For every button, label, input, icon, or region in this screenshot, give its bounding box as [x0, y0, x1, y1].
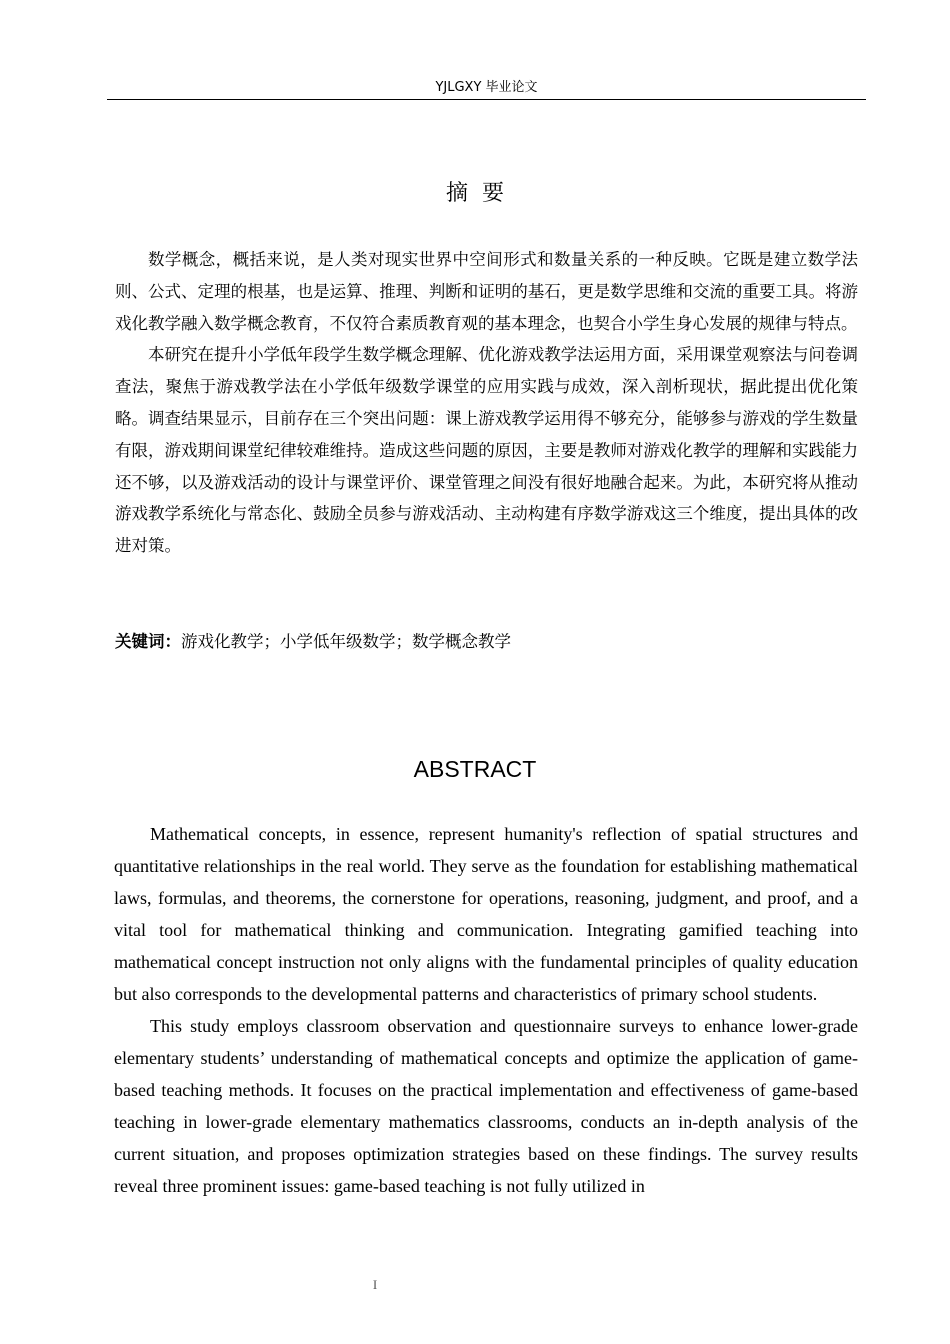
page-header — [107, 80, 866, 100]
chinese-abstract-title: 摘要 — [445, 181, 518, 206]
chinese-abstract-body — [115, 244, 858, 562]
keywords-label: 关键词： — [115, 632, 181, 651]
page-number: I — [372, 1277, 378, 1292]
english-paragraph-1: Mathematical concepts, in essence, represent humanity's reflection of spatial structures and quantitative relationships in the real world. They serve as the foundation for establishing mathematical laws, formulas, and theorems, the cornerstone for operations, reasoning, judgment, and proof, and a vital tool for mathematical thinking and communication. Integrating gamified teaching into mathematical concept instruction not only aligns with the fundamental principles of quality education but also corresponds to the developmental patterns and characteristics of primary school students. — [114, 824, 858, 1004]
english-abstract-title: ABSTRACT — [413, 756, 537, 782]
english-paragraph-2: This study employs classroom observation and questionnaire surveys to enhance lower-grade elementary students’ understanding of mathematical concepts and optimize the application of game-based teaching methods. It focuses on the practical implementation and effectiveness of game-based teaching in lower-grade elementary mathematics classrooms, conducts an in-depth analysis of the current situation, and proposes optimization strategies based on these findings. The survey results reveal three prominent issues: game-based teaching is not fully utilized in — [114, 1016, 858, 1196]
english-abstract-body — [114, 818, 858, 1202]
chinese-paragraph-1: 数学概念，概括来说，是人类对现实世界中空间形式和数量关系的一种反映。它既是建立数学法则、公式、定理的根基，也是运算、推理、判断和证明的基石，更是数学思维和交流的重要工具。将游戏化教学融入数学概念教育，不仅符合素质教育观的基本理念，也契合小学生身心发展的规律与特点。 — [115, 250, 858, 333]
keywords-text: 游戏化教学；小学低年级数学；数学概念教学 — [181, 632, 511, 651]
chinese-paragraph-2: 本研究在提升小学低年段学生数学概念理解、优化游戏教学法运用方面，采用课堂观察法与问卷调查法，聚焦于游戏教学法在小学低年级数学课堂的应用实践与成效，深入剖析现状，据此提出优化策略。调查结果显示，目前存在三个突出问题：课上游戏教学运用得不够充分，能够参与游戏的学生数量有限，游戏期间课堂纪律较难维持。造成这些问题的原因，主要是教师对游戏化教学的理解和实践能力还不够，以及游戏活动的设计与课堂评价、课堂管理之间没有很好地融合起来。为此，本研究将从推动游戏教学系统化与常态化、鼓励全员参与游戏活动、主动构建有序数学游戏这三个维度，提出具体的改进对策。 — [115, 345, 858, 556]
chinese-keywords — [115, 628, 858, 656]
header-text: YJLGXY 毕业论文 — [435, 80, 538, 95]
